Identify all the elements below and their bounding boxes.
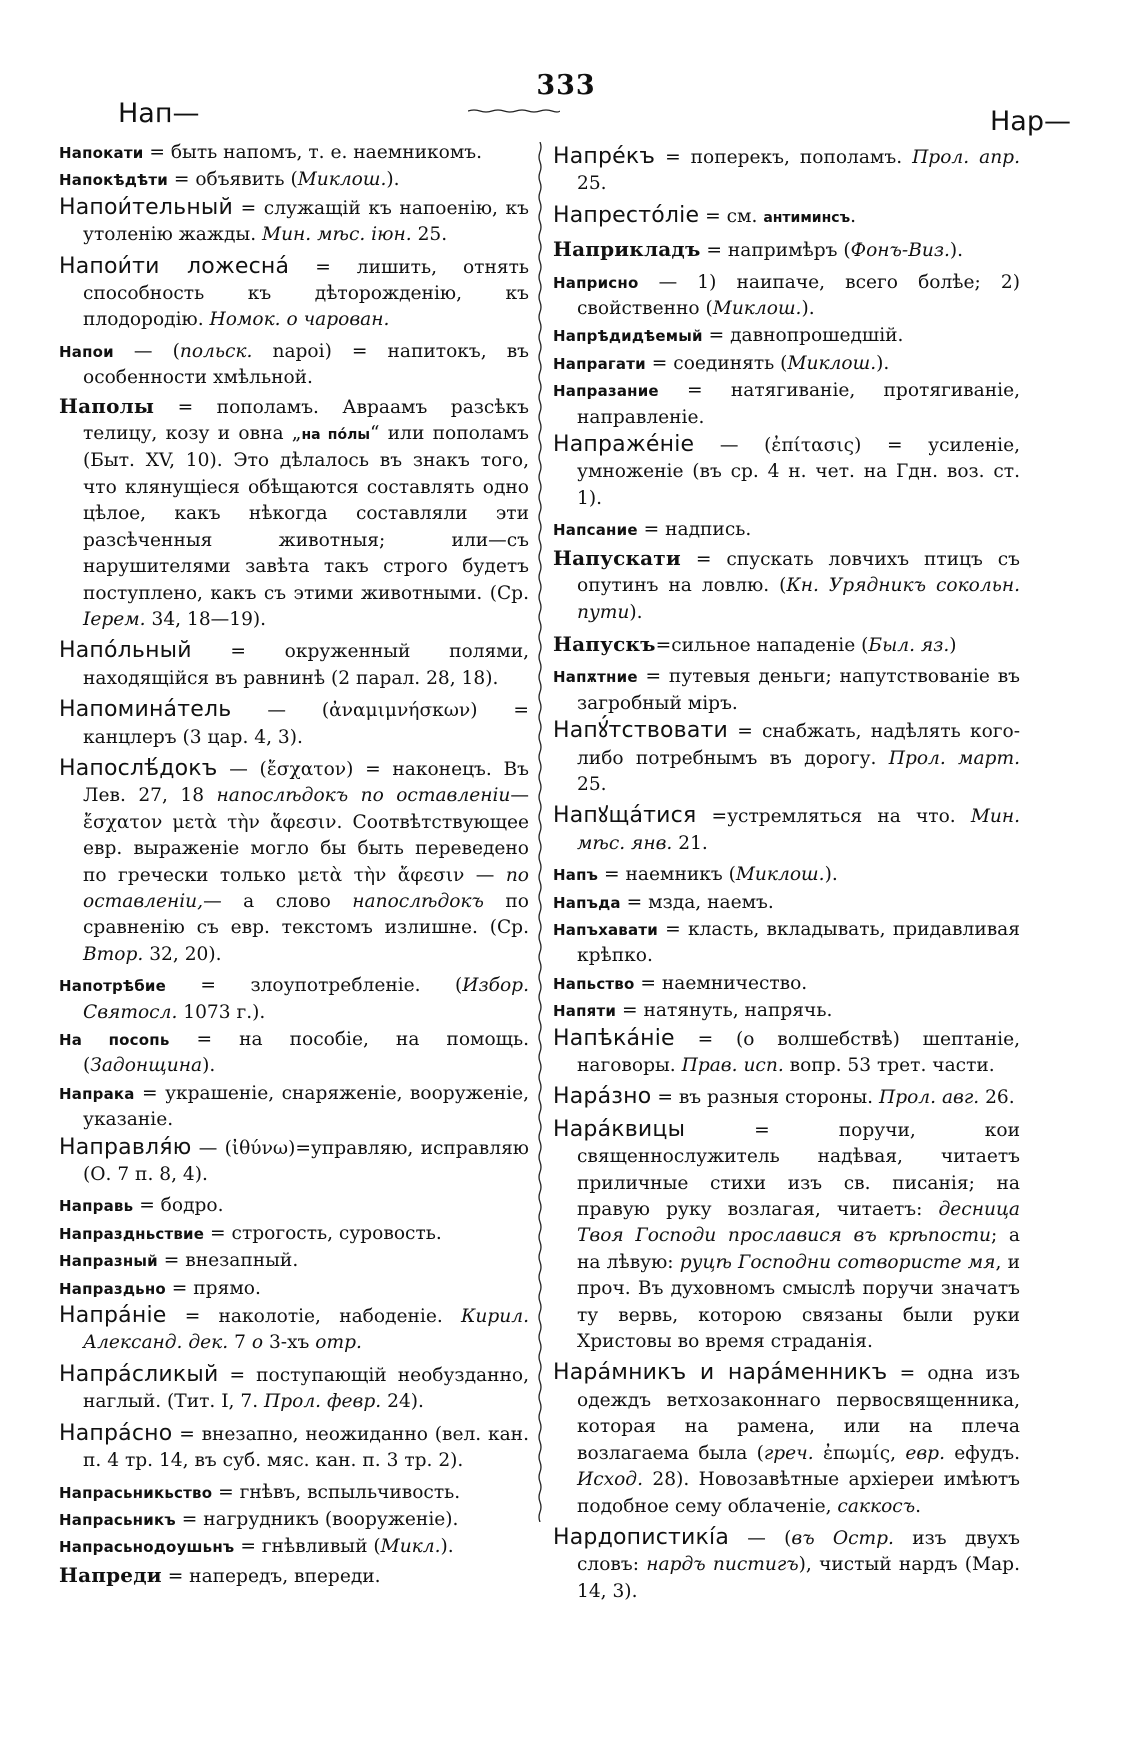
citation-text: евр. xyxy=(905,1442,945,1464)
headword: Направь xyxy=(59,1197,134,1216)
definition-text: 25. xyxy=(577,173,607,195)
headword: Напразание xyxy=(553,382,659,401)
definition-text: napoi) = напитокъ, въ особенности хмѣльной. xyxy=(83,340,530,389)
citation-text: напослѣдокъ по оставленіи xyxy=(216,785,511,807)
dictionary-entry xyxy=(553,1026,1020,1080)
citation-text: саккосъ xyxy=(837,1495,916,1517)
definition-text: = въ разныя стороны. xyxy=(651,1087,879,1109)
definition-text: = наемничество. xyxy=(634,972,808,994)
headword: Нардопистикі́а xyxy=(553,1524,730,1550)
definition-text: ). xyxy=(824,864,838,886)
headword: Напъда xyxy=(553,893,621,912)
definition-text: 3-хъ xyxy=(263,1332,316,1354)
definition-text: — а слово xyxy=(203,890,353,912)
definition-text: ). xyxy=(949,240,964,262)
headword: Напрака xyxy=(59,1084,135,1103)
definition-text: = служащій къ напоенію, къ утоленію жажды. xyxy=(83,197,529,246)
headword: Напре́къ xyxy=(553,144,656,169)
dictionary-entry xyxy=(553,971,1020,997)
citation-text: Микл. xyxy=(380,1536,441,1558)
dictionary-entry xyxy=(553,517,1020,543)
headword: Напꙋ́тствовати xyxy=(553,718,729,744)
dictionary-entry xyxy=(553,144,1020,198)
definition-text: ). xyxy=(801,298,815,320)
definition-text: = надпись. xyxy=(637,519,752,541)
citation-text: Прол. март. xyxy=(888,747,1021,769)
headword: Напрагати xyxy=(553,354,646,373)
definition-text: ) xyxy=(949,634,957,656)
headword: Напресто́ліе xyxy=(553,202,700,228)
definition-text: = давнопрошедшій. xyxy=(702,325,904,347)
dictionary-entry xyxy=(553,1360,1020,1519)
definition-text: = прямо. xyxy=(165,1277,261,1299)
definition-text: 24). xyxy=(381,1391,424,1413)
definition-text: “ или пополамъ (Быт. XV, 10). Это дѣлалось въ знакъ того, что клянущіеся обѣщаются составлять одно цѣлое, какъ нѣкогда составляли эти разсѣченныя животныя; или—съ нарушителями завѣта такъ строго будетъ поступлено, какъ съ этими животными. (Ср. xyxy=(83,423,529,604)
headword: Напсание xyxy=(553,521,638,540)
headword: Напрасьникьство xyxy=(59,1483,213,1502)
dictionary-entry xyxy=(553,432,1020,512)
definition-text: ефудъ. xyxy=(944,1442,1020,1464)
definition-text: = на пособіе, на помощь. ( xyxy=(83,1029,529,1077)
citation-text: Исход. xyxy=(577,1469,644,1491)
definition-text: =устремляться на что. xyxy=(696,806,971,828)
definition-text: = внезапно, неожиданно (вел. кан. п. 4 тр. 14, въ суб. мяс. кан. п. 3 тр. 2). xyxy=(83,1423,529,1472)
definition-text: = путевыя деньги; напутствованіе въ загробный міръ. xyxy=(577,666,1020,714)
definition-text: ). xyxy=(629,601,643,623)
citation-text: Фонъ-Виз. xyxy=(850,240,950,262)
dictionary-entry xyxy=(59,1562,529,1590)
headword: Напяти xyxy=(553,1002,617,1021)
headword: Напъ xyxy=(553,866,599,885)
dictionary-entry xyxy=(59,638,529,692)
definition-text: = класть, вкладывать, придавливая крѣпко. xyxy=(577,918,1020,967)
headword: Напра́сно xyxy=(59,1420,173,1446)
citation-text: Миклош. xyxy=(712,298,802,320)
definition-text: 25. xyxy=(411,224,448,246)
definition-text: — (ἔσχατον) = наконецъ. Въ Лев. 27, 18 xyxy=(83,758,529,807)
definition-text: = соединять ( xyxy=(645,352,788,374)
headword: Напускати xyxy=(553,545,681,570)
definition-text: = поручи, кои священнослужитель надѣвая, читаетъ приличные стихи изъ св. писанія; на правую руку возлагая, читаетъ: xyxy=(577,1119,1020,1221)
dictionary-entry xyxy=(59,1135,529,1189)
definition-text: — (ἰθύνω)=управляю, исправляю (О. 7 п. 8, 4). xyxy=(83,1137,529,1186)
dictionary-entry xyxy=(553,1117,1020,1356)
dictionary-entry xyxy=(59,1534,529,1560)
dictionary-entry xyxy=(553,631,1020,659)
dictionary-entry xyxy=(553,803,1020,857)
definition-text: , и проч. Въ духовномъ смыслѣ поручи значатъ ту вервь, которою связаны были руки Христовы во время страданія. xyxy=(577,1251,1020,1353)
definition-text: изъ двухъ словъ: xyxy=(577,1527,1021,1576)
dictionary-entry xyxy=(553,1084,1020,1111)
citation-text: Задонщина xyxy=(90,1055,203,1077)
headword: Напускъ xyxy=(553,631,656,656)
headword: Наприкладъ xyxy=(553,237,701,262)
dictionary-entry xyxy=(59,1507,529,1533)
headword: Напокати xyxy=(59,144,144,162)
headword: Напра́ніе xyxy=(59,1303,167,1329)
headword: Напѫтние xyxy=(553,668,638,687)
citation-text: Мин. мѣс. янв. xyxy=(577,806,1020,854)
definition-text: 34, 18—19). xyxy=(145,608,267,630)
dictionary-entry xyxy=(59,1027,529,1080)
definition-text: 21. xyxy=(672,832,708,854)
definition-text: = напримѣръ ( xyxy=(700,240,851,262)
headword: Нара́мникъ и нара́менникъ xyxy=(553,1360,888,1386)
definition-text: =сильное нападеніе ( xyxy=(655,634,869,656)
definition-text: 25. xyxy=(577,773,607,795)
definition-text: ἐπωμίς, xyxy=(813,1442,906,1464)
dictionary-entry xyxy=(553,545,1020,626)
citation-text: Прол. февр. xyxy=(264,1391,382,1413)
definition-text: = поступающій необузданно, наглый. (Тит. I, 7. xyxy=(83,1364,529,1413)
citation-text: отр. xyxy=(315,1332,362,1354)
dictionary-entry xyxy=(59,1303,529,1357)
dictionary-entry xyxy=(553,378,1020,431)
dictionary-entry xyxy=(553,351,1020,377)
headword: Напраздньствие xyxy=(59,1224,205,1243)
definition-text: = гнѣвъ, вспыльчивость. xyxy=(212,1481,461,1503)
dictionary-entry xyxy=(59,1248,529,1274)
dictionary-entry xyxy=(553,664,1020,717)
dictionary-entry xyxy=(59,1480,529,1506)
dictionary-entry xyxy=(553,890,1020,916)
definition-text: 32, 20). xyxy=(143,943,222,965)
dictionary-entry xyxy=(59,1362,529,1416)
dictionary-entry xyxy=(553,1525,1020,1605)
headword: Напрѣдидѣемый xyxy=(553,327,703,346)
citation-text: греч. xyxy=(763,1442,814,1464)
citation-text: Мин. мѣс. іюн. xyxy=(262,224,412,246)
dictionary-entry xyxy=(59,254,529,334)
dictionary-entry xyxy=(59,973,529,1026)
headword: Напꙋща́тися xyxy=(553,803,697,829)
definition-text: по сравненію съ евр. текстомъ излишне. (Ср. xyxy=(83,890,530,939)
dictionary-entry xyxy=(59,1276,529,1302)
definition-text: = пополамъ. Авраамъ разсѣкъ телицу, козу и овна „ xyxy=(83,396,529,445)
definition-text: 26. xyxy=(979,1087,1015,1109)
headword: Напои xyxy=(59,342,114,361)
definition-text: = поперекъ, пополамъ. xyxy=(655,147,913,168)
definition-text: = гнѣвливый ( xyxy=(234,1536,381,1558)
citation-text: Втор. xyxy=(83,943,144,965)
definition-text: вопр. 53 трет. части. xyxy=(783,1055,995,1076)
headword: Напреди xyxy=(59,1562,162,1587)
definition-text: = (о волшебствѣ) шептаніе, наговоры. xyxy=(577,1028,1020,1076)
definition-text: ), чистый нардъ (Мар. 14, 3). xyxy=(577,1554,1020,1602)
citation-text: Прол. авг. xyxy=(879,1087,980,1109)
headword: Напѣка́ніе xyxy=(553,1025,675,1051)
dictionary-entry xyxy=(59,1081,529,1134)
citation-text: руцѣ Господни сотвористе мя xyxy=(679,1251,996,1273)
citation-text: Миклош. xyxy=(297,169,387,191)
headword: Напокѣдѣти xyxy=(59,171,168,190)
citation-text: о xyxy=(251,1332,264,1354)
headword: Напьство xyxy=(553,974,635,993)
definition-text: — 1) наипаче, всего болѣе; 2) свойственно ( xyxy=(577,271,1020,320)
definition-text: = лишить, отнять способность къ дѣторожденію, къ плодородію. xyxy=(83,256,530,331)
column-divider xyxy=(537,142,543,1522)
page-number: 333 xyxy=(536,70,596,101)
definition-text: 1073 г.). xyxy=(177,1001,266,1023)
cross-reference: на по́лы xyxy=(301,427,370,444)
headword: Направля́ю xyxy=(59,1134,192,1160)
definition-text: = см. xyxy=(699,205,764,227)
definition-text: — (ἀναμιμνήσκων) = канцлеръ (3 цар. 4, 3). xyxy=(83,700,529,748)
dictionary-entry xyxy=(553,718,1020,798)
definition-text: ). xyxy=(386,169,400,191)
headword: Наприсно xyxy=(553,273,639,292)
headword: Напраже́ніе xyxy=(553,432,695,458)
headword: Напраздьно xyxy=(59,1279,166,1298)
dictionary-entry xyxy=(59,393,529,634)
citation-text: напослѣдокъ xyxy=(352,890,484,912)
citation-text: въ Остр. xyxy=(791,1527,894,1549)
citation-text: Кирил. Александ. дек. xyxy=(83,1306,529,1354)
dictionary-entry xyxy=(553,917,1020,970)
dictionary-entry xyxy=(59,140,529,166)
definition-text: = нагрудникъ (вооруженіе). xyxy=(175,1508,459,1530)
definition-text: = мзда, наемъ. xyxy=(620,891,774,913)
headword: Нара́зно xyxy=(553,1084,652,1110)
citation-text: по оставленіи, xyxy=(83,864,529,912)
definition-text: = внезапный. xyxy=(157,1250,299,1272)
cross-reference: антиминсъ xyxy=(763,209,851,226)
headword: Напотрѣбие xyxy=(59,977,166,996)
definition-text: = снабжать, надѣлять кого-либо потребнымъ въ дорогу. xyxy=(577,721,1020,769)
citation-text: десница Твоя Господи прославися въ крѣпости xyxy=(577,1199,1020,1247)
definition-text: = напередъ, впереди. xyxy=(161,1565,381,1587)
dictionary-entry xyxy=(59,1221,529,1247)
definition-text: = одна изъ одеждъ ветхозаконнаго первосвященника, которая на рамена, или на плеча возлагаема была ( xyxy=(577,1363,1021,1464)
headword: Напъхавати xyxy=(553,920,658,939)
definition-text: ; а на лѣвую: xyxy=(577,1225,1020,1273)
headword: Наполы xyxy=(59,393,155,418)
citation-text: Кн. Урядникъ сокольн. пути xyxy=(577,575,1020,623)
dictionary-entry xyxy=(59,1193,529,1219)
dictionary-entry xyxy=(553,236,1020,264)
definition-text: 28). Новозавѣтные архіереи имѣютъ подобное сему облаченіе, xyxy=(577,1469,1020,1517)
definition-text: = спускать ловчихъ птицъ съ опутинъ на ловлю. ( xyxy=(577,548,1020,597)
citation-text: Был. яз. xyxy=(868,634,950,656)
dictionary-entry xyxy=(553,323,1020,349)
definition-text: = натягиваніе, протягиваніе, направленіе. xyxy=(577,380,1020,428)
dictionary-entry xyxy=(553,998,1020,1024)
dictionary-entry xyxy=(59,756,529,968)
citation-text: Прав. исп. xyxy=(681,1055,784,1076)
headword: Напомина́тель xyxy=(59,697,232,723)
definition-text: = злоупотребленіе. ( xyxy=(165,975,463,997)
definition-text: . xyxy=(915,1495,922,1517)
definition-text: — ( xyxy=(729,1527,792,1549)
citation-text: Іерем. xyxy=(83,608,146,630)
definition-text: ). xyxy=(202,1055,216,1077)
definition-text: ). xyxy=(876,352,890,374)
headword: На посопь xyxy=(59,1031,170,1049)
definition-text: = быть напомъ, т. е. наемникомъ. xyxy=(143,142,483,163)
headword: Напои́ти ложесна́ xyxy=(59,253,290,279)
dictionary-entry xyxy=(59,167,529,193)
citation-text: Миклош. xyxy=(735,864,825,886)
definition-text: 7 xyxy=(228,1332,252,1354)
dictionary-entry xyxy=(59,339,529,392)
headword: Напра́сликый xyxy=(59,1361,219,1387)
dictionary-entry xyxy=(553,862,1020,888)
definition-text: = окруженный полями, находящійся въ равнинѣ (2 парал. 28, 18). xyxy=(83,641,529,689)
definition-text: = наемникъ ( xyxy=(598,864,736,886)
definition-text: ). xyxy=(440,1536,454,1558)
headword: Нара́квицы xyxy=(553,1116,686,1142)
definition-text: — ( xyxy=(113,340,180,362)
headword: Напрасьникъ xyxy=(59,1510,176,1529)
running-head-right: Нар— xyxy=(990,106,1071,137)
citation-text: Номок. о чарован. xyxy=(209,309,390,331)
headword: Напо́льный xyxy=(59,638,192,664)
headword: Напразный xyxy=(59,1252,158,1271)
definition-text: = бодро. xyxy=(133,1195,224,1217)
headword: Напои́тельный xyxy=(59,194,233,220)
dictionary-entry xyxy=(553,270,1020,323)
definition-text: — (ἐπίτασις) = усиленіе, умноженіе (въ ср. 4 н. чет. на Гдн. воз. ст. 1). xyxy=(577,435,1020,509)
right-column xyxy=(553,144,1020,1610)
definition-text: = объявить ( xyxy=(167,169,298,191)
page-number-rule xyxy=(468,108,560,114)
headword: Напослѣ́докъ xyxy=(59,755,218,781)
definition-text: = наколотіе, набоденіе. xyxy=(166,1306,461,1328)
running-head-left: Нап— xyxy=(118,98,200,129)
citation-text: Избор. Святосл. xyxy=(83,975,529,1023)
citation-text: Прол. апр. xyxy=(912,147,1020,168)
citation-text: нардъ пистигъ xyxy=(646,1554,799,1576)
dictionary-entry xyxy=(59,1421,529,1475)
definition-text: = натянуть, напрячь. xyxy=(616,1000,833,1022)
definition-text: . xyxy=(850,205,857,227)
dictionary-entry xyxy=(59,697,529,751)
definition-text: = строгость, суровость. xyxy=(204,1222,442,1244)
definition-text: = украшеніе, снаряженіе, вооруженіе, указаніе. xyxy=(83,1082,529,1131)
headword: Напрасьнодоушьнъ xyxy=(59,1538,235,1557)
definition-text: —ἔσχατον μετὰ τὴν ἄφεσιν. Соотвѣтствующее евр. выраженіе могло бы быть переведено по гречески только μετὰ τὴν ἄφεσιν — xyxy=(83,785,529,886)
citation-text: Миклош. xyxy=(787,352,877,374)
citation-text: польск. xyxy=(179,340,253,362)
dictionary-entry xyxy=(59,195,529,249)
dictionary-entry xyxy=(553,203,1020,231)
left-column xyxy=(59,140,529,1595)
